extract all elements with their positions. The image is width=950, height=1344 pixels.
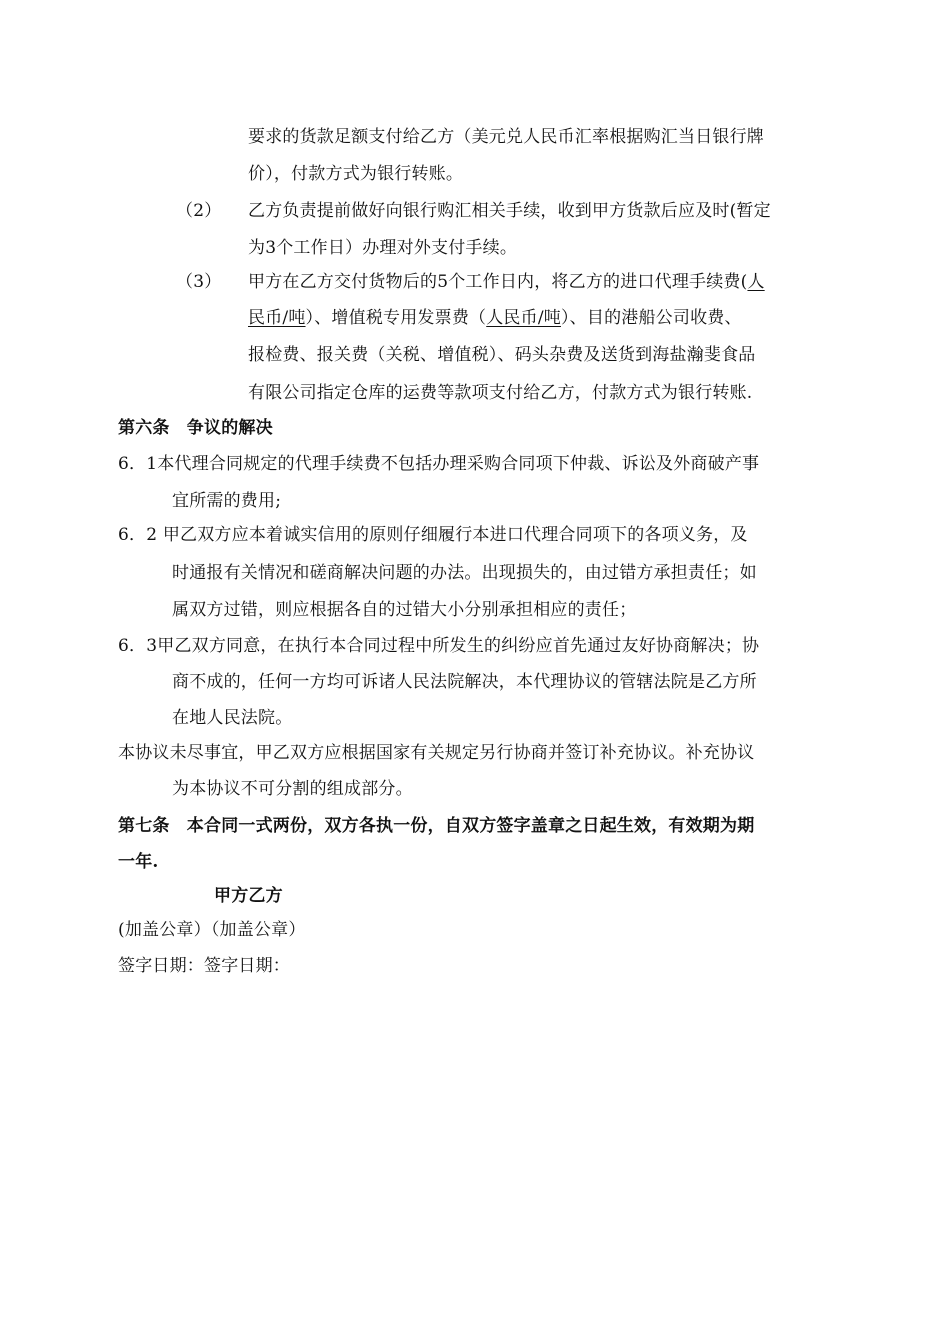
item2-number: （2）	[176, 201, 222, 221]
clause-6-1-line1: 6．1本代理合同规定的代理手续费不包括办理采购合同项下仲裁、诉讼及外商破产事	[118, 454, 760, 474]
section6-heading: 第六条 争议的解决	[118, 418, 273, 438]
item1-line2: 价），付款方式为银行转账。	[248, 164, 464, 184]
signature-dates: 签字日期：签字日期：	[118, 956, 290, 976]
item3-line1-text: 甲方在乙方交付货物后的5个工作日内，将乙方的进口代理手续费(	[248, 272, 748, 292]
item3-line2	[248, 306, 742, 330]
item3-number: （3）	[176, 272, 222, 292]
clause-6-3-line2: 商不成的，任何一方均可诉诸人民法院解决，本代理协议的管辖法院是乙方所	[172, 672, 757, 692]
item3-line2-text-2: ）、目的港船公司收费、	[560, 308, 742, 328]
item3-line2-underlined-1: 民币/吨	[248, 308, 306, 328]
clause-6-2-line3: 属双方过错，则应根据各自的过错大小分别承担相应的责任；	[172, 600, 637, 620]
clause-6-2-line2: 时通报有关情况和磋商解决问题的办法。出现损失的，由过错方承担责任；如	[172, 563, 757, 583]
item3-line3: 报检费、报关费（关税、增值税）、码头杂费及送货到海盐瀚斐食品	[248, 345, 756, 365]
signature-seals: (加盖公章）（加盖公章）	[118, 920, 306, 940]
section7-line1: 第七条 本合同一式两份，双方各执一份，自双方签字盖章之日起生效，有效期为期	[118, 816, 755, 836]
item3-line2-underlined-2: 人民币/吨	[486, 308, 561, 328]
item3-line2-text-1: ）、增值税专用发票费（	[305, 308, 487, 328]
item3-line1-underlined: 人	[747, 272, 765, 292]
misc-clause-line1: 本协议未尽事宜，甲乙双方应根据国家有关规定另行协商并签订补充协议。补充协议	[118, 743, 755, 763]
signature-parties: 甲方乙方	[214, 886, 283, 906]
clause-6-1-line2: 宜所需的费用;	[172, 491, 282, 511]
clause-6-2-line1: 6．2 甲乙双方应本着诚实信用的原则仔细履行本进口代理合同项下的各项义务，及	[118, 525, 748, 545]
misc-clause-line2: 为本协议不可分割的组成部分。	[172, 779, 413, 799]
item3-line1	[248, 270, 765, 294]
item2-line1: 乙方负责提前做好向银行购汇相关手续，收到甲方货款后应及时(暂定	[248, 201, 771, 221]
section7-line2: 一年.	[118, 852, 159, 872]
item3-line4: 有限公司指定仓库的运费等款项支付给乙方，付款方式为银行转账.	[248, 383, 753, 403]
clause-6-3-line1: 6．3甲乙双方同意，在执行本合同过程中所发生的纠纷应首先通过友好协商解决；协	[118, 636, 760, 656]
clause-6-3-line3: 在地人民法院。	[172, 708, 293, 728]
item2-line2: 为3个工作日）办理对外支付手续。	[248, 238, 518, 258]
item1-line1: 要求的货款足额支付给乙方（美元兑人民币汇率根据购汇当日银行牌	[248, 127, 764, 147]
